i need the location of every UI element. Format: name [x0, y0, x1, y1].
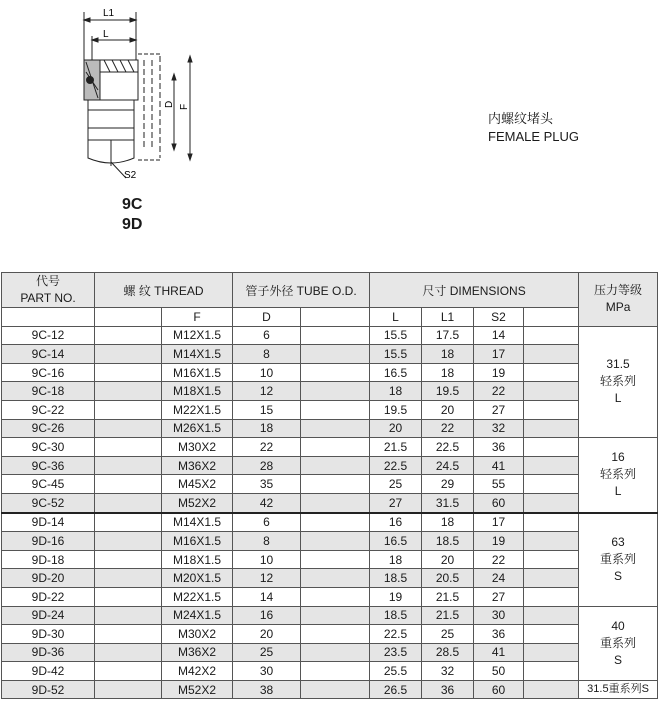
- cell-l1: 25: [422, 625, 474, 644]
- cell-blank: [95, 493, 162, 512]
- cell-part-no: 9C-30: [2, 438, 95, 457]
- cell-thread-f: M14X1.5: [162, 345, 233, 364]
- cell-l: 25.5: [370, 662, 422, 681]
- cell-blank: [524, 606, 579, 625]
- cell-blank: [95, 345, 162, 364]
- table-row: [2, 550, 658, 569]
- table-row: [2, 456, 658, 475]
- cell-thread-f: M16X1.5: [162, 363, 233, 382]
- cell-s2: 24: [474, 569, 524, 588]
- cell-part-no: 9C-16: [2, 363, 95, 382]
- cell-tube-d: 28: [233, 456, 301, 475]
- cell-l: 27: [370, 493, 422, 512]
- cell-l1: 36: [422, 680, 474, 699]
- cell-s2: 27: [474, 400, 524, 419]
- cell-l: 18: [370, 382, 422, 401]
- cell-blank: [524, 569, 579, 588]
- cell-part-no: 9D-30: [2, 625, 95, 644]
- cell-blank: [524, 550, 579, 569]
- cell-blank: [524, 625, 579, 644]
- cell-l1: 24.5: [422, 456, 474, 475]
- cell-blank: [95, 513, 162, 532]
- cell-part-no: 9D-42: [2, 662, 95, 681]
- cell-blank: [524, 345, 579, 364]
- cell-thread-f: M14X1.5: [162, 513, 233, 532]
- cell-tube-d: 18: [233, 419, 301, 438]
- cell-thread-f: M18X1.5: [162, 550, 233, 569]
- dim-s2-label: S2: [124, 170, 137, 181]
- cell-tube-d: 10: [233, 363, 301, 382]
- cell-blank: [524, 643, 579, 662]
- pressure-line: S: [614, 569, 623, 584]
- pressure-line: 重系列: [600, 552, 637, 567]
- cell-blank: [95, 587, 162, 606]
- header-part-no: [2, 273, 95, 308]
- cell-pressure-group: [579, 438, 658, 513]
- table-row: [2, 475, 658, 494]
- pressure-line: 63: [611, 535, 625, 550]
- cell-blank: [301, 438, 370, 457]
- cell-blank: [524, 587, 579, 606]
- table-row: [2, 493, 658, 512]
- cell-l1: 17.5: [422, 326, 474, 345]
- table-row: [2, 587, 658, 606]
- pressure-line: L: [614, 484, 622, 499]
- cell-tube-d: 16: [233, 606, 301, 625]
- cell-tube-d: 8: [233, 345, 301, 364]
- cell-blank: [95, 400, 162, 419]
- cell-l1: 18: [422, 345, 474, 364]
- cell-l: 15.5: [370, 345, 422, 364]
- cell-part-no: 9C-45: [2, 475, 95, 494]
- subheader-blank-2: [95, 308, 162, 327]
- cell-s2: 27: [474, 587, 524, 606]
- cell-tube-d: 12: [233, 382, 301, 401]
- pressure-line: 31.5重系列S: [587, 683, 649, 696]
- cell-blank: [301, 493, 370, 512]
- cell-tube-d: 15: [233, 400, 301, 419]
- cell-pressure-group: [579, 606, 658, 680]
- table-row: [2, 400, 658, 419]
- cell-tube-d: 20: [233, 625, 301, 644]
- cell-thread-f: M42X2: [162, 662, 233, 681]
- cell-pressure-group: [579, 513, 658, 606]
- cell-part-no: 9C-22: [2, 400, 95, 419]
- cell-blank: [524, 400, 579, 419]
- cell-l1: 28.5: [422, 643, 474, 662]
- cell-tube-d: 6: [233, 326, 301, 345]
- title-en: FEMALE PLUG: [488, 129, 580, 144]
- cell-l: 22.5: [370, 625, 422, 644]
- cell-l1: 22: [422, 419, 474, 438]
- cell-s2: 55: [474, 475, 524, 494]
- subheader-l: L: [370, 308, 422, 327]
- model-label-9d: 9D: [122, 216, 143, 233]
- cell-blank: [524, 475, 579, 494]
- dim-d-label: D: [164, 100, 175, 108]
- cell-blank: [95, 532, 162, 551]
- cell-l: 16.5: [370, 532, 422, 551]
- cell-tube-d: 35: [233, 475, 301, 494]
- cell-l: 15.5: [370, 326, 422, 345]
- cell-thread-f: M18X1.5: [162, 382, 233, 401]
- cell-part-no: 9C-12: [2, 326, 95, 345]
- cell-thread-f: M20X1.5: [162, 569, 233, 588]
- cell-part-no: 9C-36: [2, 456, 95, 475]
- cell-tube-d: 10: [233, 550, 301, 569]
- cell-blank: [95, 382, 162, 401]
- pressure-line: 16: [611, 450, 625, 465]
- cell-thread-f: M30X2: [162, 625, 233, 644]
- table-row: [2, 363, 658, 382]
- cell-blank: [301, 363, 370, 382]
- cell-blank: [524, 513, 579, 532]
- cell-blank: [95, 326, 162, 345]
- cell-l1: 32: [422, 662, 474, 681]
- fitting-drawing: [0, 0, 300, 250]
- cell-thread-f: M30X2: [162, 438, 233, 457]
- cell-blank: [301, 513, 370, 532]
- cell-blank: [301, 532, 370, 551]
- header-part-cn: 代号: [35, 274, 60, 288]
- cell-thread-f: M45X2: [162, 475, 233, 494]
- cell-thread-f: M26X1.5: [162, 419, 233, 438]
- cell-l1: 18: [422, 363, 474, 382]
- pressure-line: 31.5: [606, 357, 630, 372]
- cell-blank: [301, 587, 370, 606]
- cell-blank: [524, 493, 579, 512]
- cell-blank: [301, 550, 370, 569]
- table-row: [2, 345, 658, 364]
- header-part-en: PART NO.: [20, 291, 76, 305]
- cell-l: 16: [370, 513, 422, 532]
- cell-thread-f: M16X1.5: [162, 532, 233, 551]
- cell-tube-d: 30: [233, 662, 301, 681]
- dimensions-table: [1, 272, 658, 699]
- cell-s2: 17: [474, 513, 524, 532]
- cell-blank: [95, 475, 162, 494]
- cell-tube-d: 38: [233, 680, 301, 699]
- cell-l: 22.5: [370, 456, 422, 475]
- cell-blank: [524, 680, 579, 699]
- cell-blank: [95, 662, 162, 681]
- cell-part-no: 9D-20: [2, 569, 95, 588]
- cell-blank: [301, 345, 370, 364]
- table-row: [2, 662, 658, 681]
- cell-s2: 41: [474, 643, 524, 662]
- pressure-line: S: [614, 652, 623, 667]
- cell-blank: [301, 662, 370, 681]
- cell-blank: [95, 643, 162, 662]
- cell-blank: [301, 569, 370, 588]
- cell-blank: [301, 419, 370, 438]
- cell-blank: [301, 456, 370, 475]
- cell-blank: [301, 643, 370, 662]
- cell-blank: [301, 606, 370, 625]
- cell-blank: [301, 625, 370, 644]
- cell-thread-f: M22X1.5: [162, 400, 233, 419]
- cell-pressure-group: [579, 680, 658, 699]
- dim-f-label: F: [179, 103, 190, 110]
- subheader-f: F: [162, 308, 233, 327]
- cell-blank: [95, 438, 162, 457]
- table-row: [2, 625, 658, 644]
- subheader-l1: L1: [422, 308, 474, 327]
- table-row: [2, 326, 658, 345]
- cell-s2: 60: [474, 493, 524, 512]
- table-row: [2, 438, 658, 457]
- cell-l1: 20: [422, 550, 474, 569]
- cell-part-no: 9D-22: [2, 587, 95, 606]
- table-row: [2, 680, 658, 699]
- cell-tube-d: 14: [233, 587, 301, 606]
- cell-tube-d: 8: [233, 532, 301, 551]
- cell-l: 16.5: [370, 363, 422, 382]
- cell-blank: [524, 326, 579, 345]
- cell-l: 25: [370, 475, 422, 494]
- cell-tube-d: 22: [233, 438, 301, 457]
- cell-part-no: 9D-36: [2, 643, 95, 662]
- cell-tube-d: 12: [233, 569, 301, 588]
- cell-blank: [524, 363, 579, 382]
- pressure-line: 轻系列: [600, 467, 637, 482]
- pressure-line: 重系列: [600, 635, 637, 650]
- cell-l: 18.5: [370, 606, 422, 625]
- cell-part-no: 9D-18: [2, 550, 95, 569]
- cell-thread-f: M36X2: [162, 643, 233, 662]
- cell-blank: [301, 680, 370, 699]
- table-row: [2, 532, 658, 551]
- cell-l1: 19.5: [422, 382, 474, 401]
- cell-l1: 20: [422, 400, 474, 419]
- cell-blank: [95, 569, 162, 588]
- subheader-blank-4: [524, 308, 579, 327]
- cell-l: 18.5: [370, 569, 422, 588]
- cell-s2: 22: [474, 382, 524, 401]
- cell-l: 21.5: [370, 438, 422, 457]
- cell-blank: [524, 438, 579, 457]
- cell-tube-d: 6: [233, 513, 301, 532]
- cell-l: 20: [370, 419, 422, 438]
- cell-blank: [524, 419, 579, 438]
- cell-l1: 18.5: [422, 532, 474, 551]
- cell-s2: 19: [474, 532, 524, 551]
- cell-blank: [524, 456, 579, 475]
- cell-blank: [301, 382, 370, 401]
- cell-s2: 50: [474, 662, 524, 681]
- cell-blank: [95, 363, 162, 382]
- title-cn: 内螺纹堵头: [488, 111, 554, 126]
- cell-tube-d: 25: [233, 643, 301, 662]
- dim-l-label: L: [103, 29, 109, 40]
- cell-blank: [301, 400, 370, 419]
- cell-s2: 17: [474, 345, 524, 364]
- cell-l1: 22.5: [422, 438, 474, 457]
- cell-blank: [95, 606, 162, 625]
- table-row: [2, 643, 658, 662]
- pressure-line: 40: [611, 618, 625, 633]
- header-tube-od: 管子外径 TUBE O.D.: [233, 273, 370, 308]
- header-pressure-cn: 压力等级: [594, 283, 643, 298]
- cell-part-no: 9D-52: [2, 680, 95, 699]
- subheader-blank-1: [2, 308, 95, 327]
- cell-s2: 22: [474, 550, 524, 569]
- cell-blank: [301, 475, 370, 494]
- subheader-d: D: [233, 308, 301, 327]
- cell-s2: 30: [474, 606, 524, 625]
- cell-thread-f: M22X1.5: [162, 587, 233, 606]
- dim-l1-label: L1: [103, 8, 115, 19]
- table-row: [2, 606, 658, 625]
- cell-blank: [95, 550, 162, 569]
- cell-l: 26.5: [370, 680, 422, 699]
- cell-blank: [95, 456, 162, 475]
- cell-l: 19: [370, 587, 422, 606]
- cell-tube-d: 42: [233, 493, 301, 512]
- table-row: [2, 419, 658, 438]
- cell-thread-f: M36X2: [162, 456, 233, 475]
- cell-part-no: 9C-52: [2, 493, 95, 512]
- header-thread: 螺 纹 THREAD: [95, 273, 233, 308]
- cell-s2: 14: [474, 326, 524, 345]
- cell-blank: [301, 326, 370, 345]
- cell-l1: 18: [422, 513, 474, 532]
- header-dimensions: 尺寸 DIMENSIONS: [370, 273, 579, 308]
- cell-part-no: 9C-14: [2, 345, 95, 364]
- cell-s2: 36: [474, 438, 524, 457]
- table-row: [2, 382, 658, 401]
- cell-s2: 60: [474, 680, 524, 699]
- cell-l1: 21.5: [422, 606, 474, 625]
- cell-blank: [95, 680, 162, 699]
- cell-part-no: 9C-18: [2, 382, 95, 401]
- cell-pressure-group: [579, 326, 658, 438]
- cell-l1: 29: [422, 475, 474, 494]
- pressure-line: 轻系列: [600, 374, 637, 389]
- cell-s2: 19: [474, 363, 524, 382]
- cell-blank: [524, 532, 579, 551]
- cell-part-no: 9C-26: [2, 419, 95, 438]
- cell-s2: 36: [474, 625, 524, 644]
- cell-s2: 41: [474, 456, 524, 475]
- cell-part-no: 9D-24: [2, 606, 95, 625]
- cell-blank: [524, 662, 579, 681]
- cell-thread-f: M52X2: [162, 680, 233, 699]
- cell-l: 19.5: [370, 400, 422, 419]
- cell-part-no: 9D-16: [2, 532, 95, 551]
- cell-thread-f: M12X1.5: [162, 326, 233, 345]
- cell-blank: [95, 625, 162, 644]
- subheader-s2: S2: [474, 308, 524, 327]
- cell-l: 18: [370, 550, 422, 569]
- subheader-blank-3: [301, 308, 370, 327]
- cell-l1: 20.5: [422, 569, 474, 588]
- subheader-row: [2, 308, 658, 327]
- cell-blank: [524, 382, 579, 401]
- product-title: [488, 110, 608, 146]
- table-row: [2, 513, 658, 532]
- cell-l1: 21.5: [422, 587, 474, 606]
- model-label-9c: 9C: [122, 196, 143, 213]
- cell-thread-f: M52X2: [162, 493, 233, 512]
- cell-blank: [95, 419, 162, 438]
- header-pressure-unit: MPa: [605, 300, 631, 315]
- header-pressure: [579, 273, 658, 327]
- table-row: [2, 569, 658, 588]
- cell-part-no: 9D-14: [2, 513, 95, 532]
- cell-l: 23.5: [370, 643, 422, 662]
- pressure-line: L: [614, 391, 622, 406]
- cell-s2: 32: [474, 419, 524, 438]
- cell-thread-f: M24X1.5: [162, 606, 233, 625]
- cell-l1: 31.5: [422, 493, 474, 512]
